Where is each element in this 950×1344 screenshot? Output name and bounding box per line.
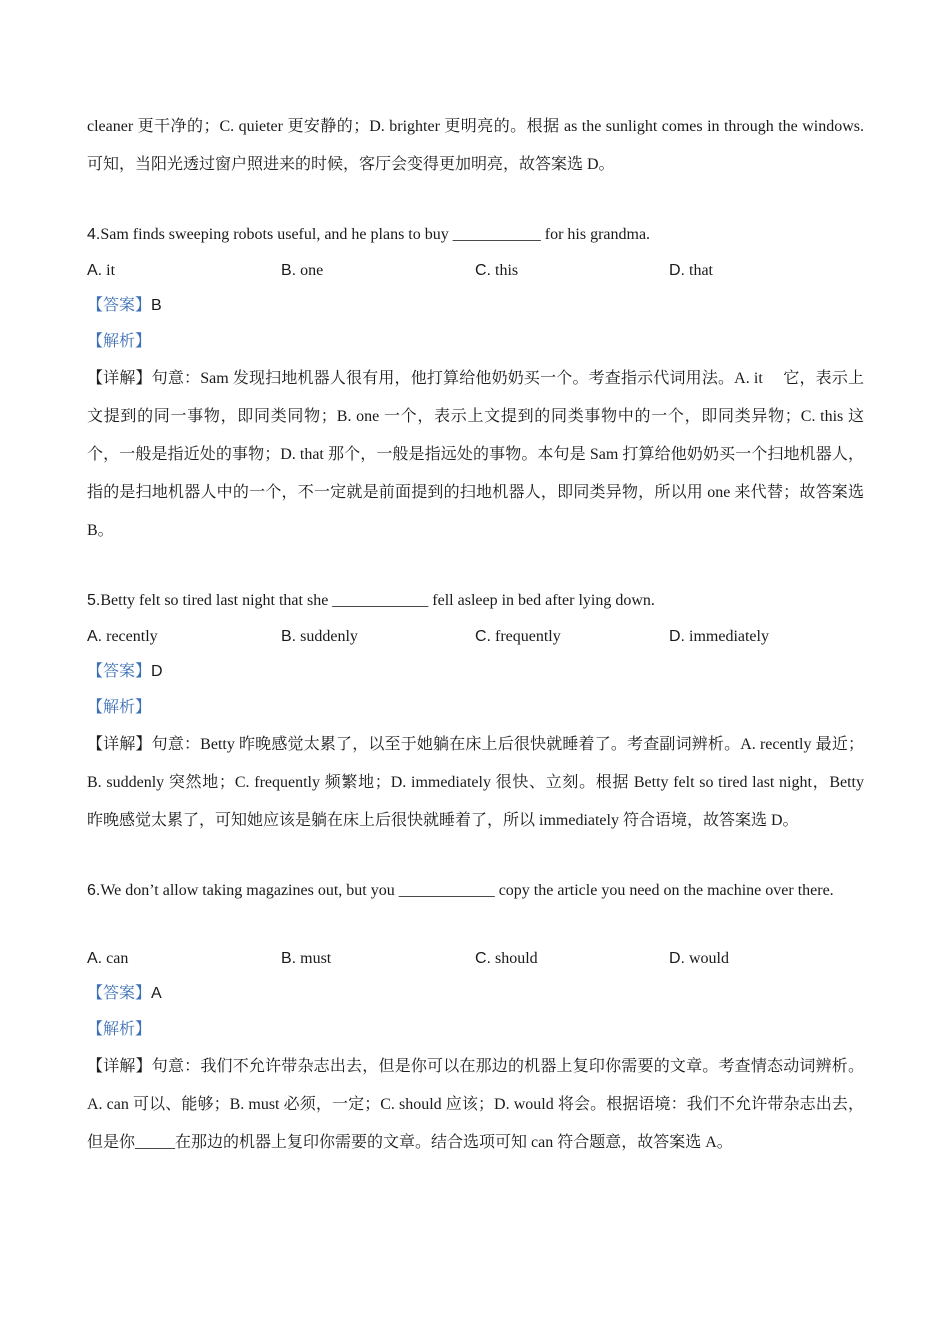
option-b [281, 942, 475, 976]
detail-paragraph: 【详解】句意：我们不允许带杂志出去，但是你可以在那边的机器上复印你需要的文章。考查情态动词辨析。A. can 可以、能够；B. must 必须，一定；C. should 应该；D. would 将会。根据语境：我们不允许带杂志出去，但是你_____在那边的机器上复印你需要的文章。结合选项可知 can 符合题意，故答案选 A。 [87, 1058, 864, 1151]
option-text: one [296, 262, 324, 279]
question-number: 4. [87, 226, 101, 243]
option-letter: D. [669, 262, 685, 279]
analysis-tag: 【解析】 [87, 333, 152, 350]
answer-value: A [151, 985, 162, 1002]
option-letter: D. [669, 950, 685, 967]
answer-value: B [151, 297, 162, 314]
option-letter: A. [87, 262, 103, 279]
option-text: suddenly [296, 628, 358, 645]
option-a [87, 254, 281, 288]
option-text: that [685, 262, 713, 279]
analysis-tag: 【解析】 [87, 1021, 152, 1038]
answer-value: D [151, 663, 163, 680]
option-text: this [491, 262, 519, 279]
question-stem: We don’t allow taking magazines out, but you ____________ copy the article you need on the machine over there. [100, 882, 834, 899]
option-d [669, 254, 864, 288]
analysis-tag: 【解析】 [87, 699, 152, 716]
option-text: should [491, 950, 538, 967]
option-letter: A. [87, 628, 103, 645]
option-c [475, 254, 669, 288]
option-letter: B. [281, 950, 297, 967]
option-c [475, 942, 669, 976]
analysis-line [87, 324, 864, 360]
question-number: 5. [87, 592, 101, 609]
option-a [87, 942, 281, 976]
option-d [669, 620, 864, 654]
option-text: frequently [491, 628, 561, 645]
option-c [475, 620, 669, 654]
option-a [87, 620, 281, 654]
analysis-line [87, 690, 864, 726]
option-letter: C. [475, 262, 491, 279]
question-4 [87, 216, 864, 254]
option-letter: B. [281, 628, 297, 645]
option-letter: D. [669, 628, 685, 645]
option-text: would [685, 950, 729, 967]
option-b [281, 254, 475, 288]
question-stem: Sam finds sweeping robots useful, and he plans to buy ___________ for his grandma. [100, 226, 651, 243]
question-6 [87, 872, 864, 910]
question-number: 6. [87, 882, 101, 899]
answer-tag: 【答案】 [87, 985, 152, 1002]
option-b [281, 620, 475, 654]
option-text: must [296, 950, 332, 967]
option-letter: C. [475, 950, 491, 967]
document-page [87, 108, 864, 1162]
option-letter: B. [281, 262, 297, 279]
answer-line [87, 976, 864, 1012]
option-d [669, 942, 864, 976]
answer-tag: 【答案】 [87, 297, 152, 314]
detail-paragraph: 【详解】句意：Betty 昨晚感觉太累了，以至于她躺在床上后很快就睡着了。考查副词辨析。A. recently 最近；B. suddenly 突然地；C. frequently 频繁地；D. immediately 很快、立刻。根据 Betty felt so tired last night，Betty 昨晚感觉太累了，可知她应该是躺在床上后很快就睡着了，所以 immediately 符合语境，故答案选 D。 [87, 736, 864, 829]
question-stem: Betty felt so tired last night that she ____________ fell asleep in bed after lying down. [100, 592, 655, 609]
options-row [87, 254, 864, 288]
option-letter: A. [87, 950, 103, 967]
option-text: recently [102, 628, 158, 645]
intro-paragraph: cleaner 更干净的；C. quieter 更安静的；D. brighter 更明亮的。根据 as the sunlight comes in through the windows.可知，当阳光透过窗户照进来的时候，客厅会变得更加明亮，故答案选 D。 [87, 118, 864, 173]
option-text: it [102, 262, 116, 279]
option-text: can [102, 950, 129, 967]
options-row [87, 942, 864, 976]
answer-line [87, 288, 864, 324]
option-letter: C. [475, 628, 491, 645]
options-row [87, 620, 864, 654]
question-5 [87, 582, 864, 620]
analysis-line [87, 1012, 864, 1048]
answer-tag: 【答案】 [87, 663, 152, 680]
option-text: immediately [685, 628, 769, 645]
detail-paragraph: 【详解】句意：Sam 发现扫地机器人很有用，他打算给他奶奶买一个。考查指示代词用法。A. it 它，表示上文提到的同一事物，即同类同物；B. one 一个，表示上文提到的同类事物中的一个，即同类异物；C. this 这个，一般是指近处的事物；D. that 那个，一般是指远处的事物。本句是 Sam 打算给他奶奶买一个扫地机器人，指的是扫地机器人中的一个，不一定就是前面提到的扫地机器人，即同类异物，所以用 one 来代替；故答案选 B。 [87, 370, 864, 539]
answer-line [87, 654, 864, 690]
